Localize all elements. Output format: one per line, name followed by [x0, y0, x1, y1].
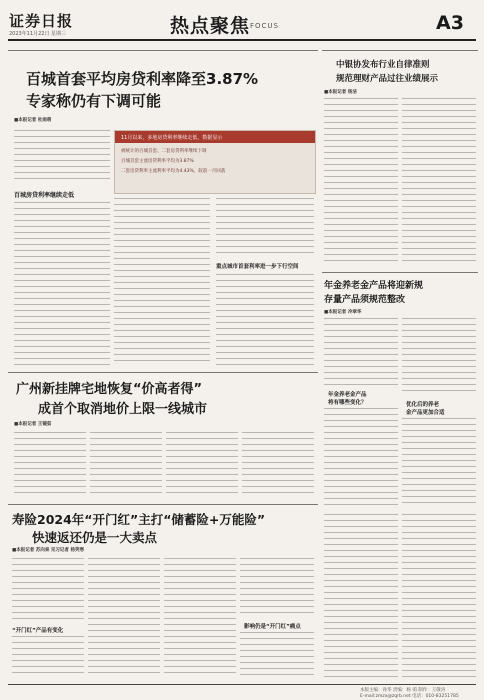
pension-subhead-2: 优化后的养老 — [406, 402, 440, 408]
infobox-line2: 百城首套主流房贷利率平均为3.87% — [121, 159, 194, 164]
bottom-headline-1: 寿险2024年“开门红”主打“储蓄险+万能险” — [12, 512, 266, 527]
lead-subhead-1: 百城房贷利率继续走低 — [14, 192, 75, 199]
right-top-rule — [322, 50, 478, 51]
pension-byline: ■本报记者 冷翠华 — [324, 310, 362, 315]
infobox-line1: 被统计的百城首套、二套房贷利率继续下调 — [121, 149, 207, 154]
middle-col1-text — [14, 432, 86, 498]
lead-byline: ■本报记者 杜雨萌 — [14, 118, 52, 123]
bottom-col1-text-b — [12, 636, 84, 678]
lead-top-rule — [8, 50, 318, 51]
right-article — [322, 50, 478, 270]
middle-byline: ■本报记者 王镜茹 — [14, 422, 52, 427]
lead-col1-text-2 — [14, 202, 110, 366]
bottom-col2-text — [88, 558, 160, 678]
footer-rule — [8, 684, 476, 685]
bottom-article — [8, 504, 318, 680]
right-lower-col2 — [402, 514, 476, 680]
pension-subhead-2b: 金产品更加合适 — [406, 410, 445, 416]
bottom-byline: ■本报记者 苏向杲 见习记者 杨笑寒 — [12, 548, 84, 553]
bottom-col3-text — [164, 558, 236, 678]
lead-col3-text-a — [216, 198, 314, 256]
pension-top-rule — [322, 272, 478, 273]
lead-infobox — [114, 130, 316, 194]
masthead — [0, 0, 484, 42]
right-headline-1: 中银协发布行业自律准则 — [336, 60, 430, 70]
middle-col2-text — [90, 432, 162, 498]
section-en: FOCUS — [250, 22, 279, 30]
lead-headline-1: 百城首套平均房贷利率降至3.87% — [26, 70, 259, 88]
bottom-subhead-2: 影响仍是“开门红”痛点 — [244, 624, 301, 630]
pension-subhead-1: 年金养老金产品 — [328, 392, 367, 398]
lead-col2-text — [114, 198, 210, 366]
page-number: A3 — [436, 12, 464, 34]
masthead-rule — [8, 39, 476, 41]
footer-text: 本版主编：孙华 责编：杨 萌 制作：王敬涛 — [360, 688, 446, 693]
footer-text-2: E-mail:zmzx@zqrb.net 电话：010-83251785 — [360, 694, 459, 699]
masthead-date: 2023年11月22日 星期三 — [9, 31, 67, 37]
pension-headline-2: 存量产品须规范整改 — [324, 295, 406, 305]
infobox-line3: 二套房贷利率主流利率平均为4.43%，较前一月回落 — [121, 169, 226, 174]
infobox-title-text: 11月以来，多地房贷利率继续走低，数据显示 — [121, 135, 223, 141]
right-col-text-1 — [324, 98, 398, 266]
section-title: 热点聚焦 — [170, 15, 251, 37]
middle-col3-text — [166, 432, 238, 498]
pension-col2-text-a — [402, 318, 476, 396]
right-byline: ■本报记者 杨洁 — [324, 90, 357, 95]
lead-article — [8, 50, 318, 370]
bottom-col4-text-a — [240, 558, 314, 618]
bottom-top-rule — [8, 504, 318, 505]
bottom-col1-text-a — [12, 558, 84, 622]
middle-article — [8, 372, 318, 502]
pension-col2-text-b — [402, 418, 476, 508]
lead-col1-text — [14, 130, 110, 184]
middle-col4-text — [242, 432, 314, 498]
bottom-subhead-1: “开门红”产品有变化 — [12, 628, 64, 634]
lead-headline-2: 专家称仍有下调可能 — [26, 92, 162, 110]
pension-col1-text-a — [324, 318, 398, 386]
pension-subhead-1b: 将有哪些变化？ — [328, 400, 367, 406]
bottom-headline-2: 快速返还仍是一大卖点 — [32, 530, 158, 545]
right-lower-text — [322, 514, 478, 680]
pension-col1-text-b — [324, 408, 398, 508]
lead-col3-text-b — [216, 274, 314, 366]
right-lower-col1 — [324, 514, 398, 680]
footer — [0, 684, 484, 700]
pension-headline-1: 年金养老金产品将迎新规 — [324, 281, 424, 291]
bottom-col4-text-b — [240, 632, 314, 678]
lead-subhead-2: 重点城市首套利率进一步下行空间 — [216, 264, 299, 270]
pension-article — [322, 272, 478, 512]
middle-headline-1: 广州新挂牌宅地恢复“价高者得” — [16, 382, 203, 397]
right-col-text-2 — [402, 98, 476, 266]
masthead-logo: 证券日报 — [9, 12, 74, 30]
middle-headline-2: 成首个取消地价上限一线城市 — [38, 402, 208, 417]
middle-top-rule — [8, 372, 318, 373]
right-headline-2: 规范理财产品过往业绩展示 — [336, 74, 439, 84]
